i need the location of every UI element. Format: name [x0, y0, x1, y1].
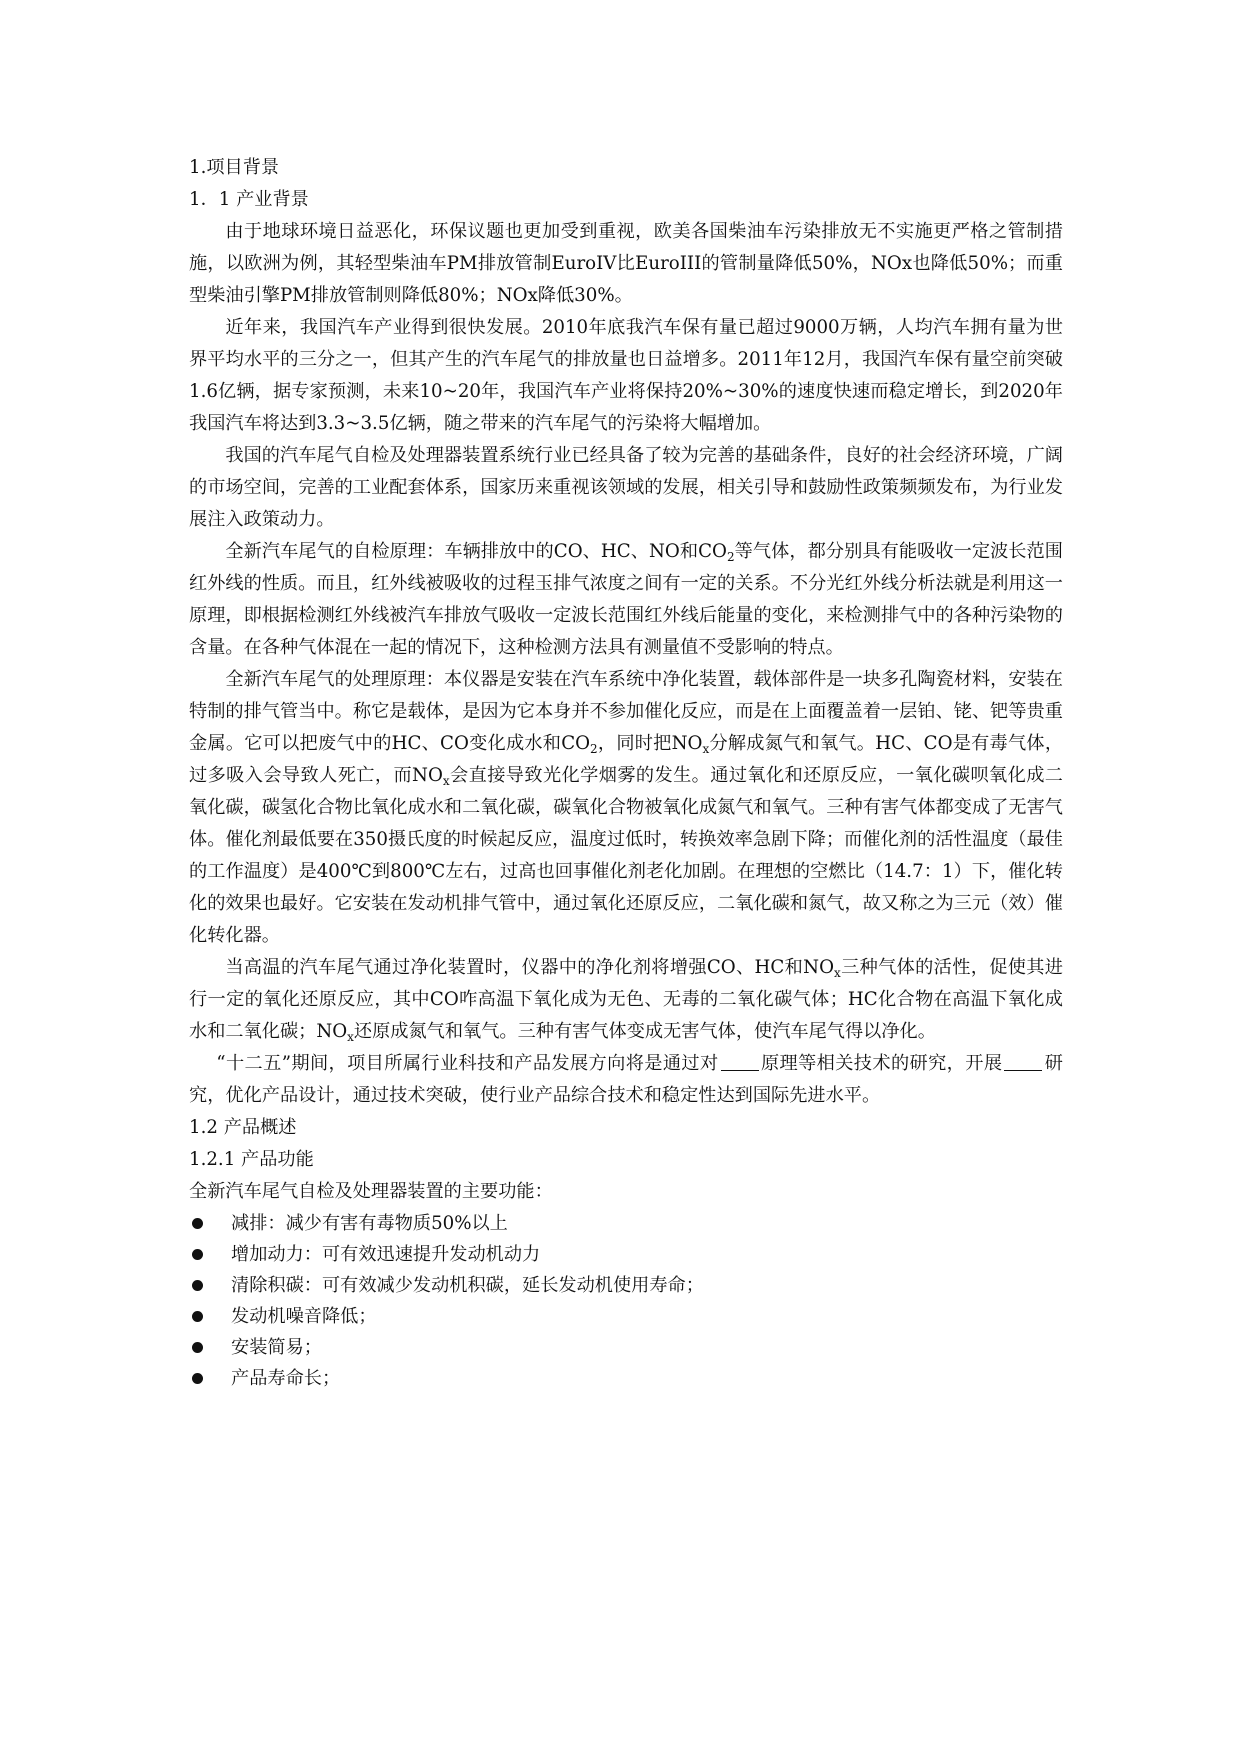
- bullet-icon: [192, 1373, 203, 1384]
- fill-in-blank: [1004, 1053, 1042, 1071]
- paragraph-7-text-a: “十二五”期间，项目所属行业科技和产品发展方向将是通过对: [216, 1053, 719, 1074]
- functions-intro: 全新汽车尾气自检及处理器装置的主要功能：: [189, 1181, 553, 1202]
- list-item: [189, 1332, 1063, 1363]
- paragraph-5-text-d: 会直接导致光化学烟雾的发生。通过氧化和还原反应，一氧化碳呗氧化成二氧化碳，碳氢化合物比氧化成水和二氧化碳，碳氧化合物被氧化成氮气和氧气。三种有害气体都变成了无害气体。催化剂最低要在350摄氏度的时候起反应，温度过低时，转换效率急剧下降；而催化剂的活性温度（最佳的工作温度）是400℃到800℃左右，过高也回事催化剂老化加剧。在理想的空燃比（14.7：1）下，催化转化的效果也最好。它安装在发动机排气管中，通过氧化还原反应，二氧化碳和氮气，故又称之为三元（效）催化转化器。: [189, 765, 1063, 946]
- body-text: [189, 216, 1063, 1112]
- subscript: x: [347, 1030, 354, 1044]
- subsection-heading-1-2-1: 1.2.1 产品功能: [189, 1149, 314, 1170]
- paragraph-7: [189, 1048, 1063, 1112]
- subscript: 2: [590, 742, 598, 756]
- paragraph-4: [189, 536, 1063, 664]
- subscript: x: [833, 966, 841, 980]
- subsection-heading-1-2: 1.2 产品概述: [189, 1117, 297, 1138]
- list-item-text: 安装简易；: [231, 1337, 322, 1358]
- bullet-icon: [192, 1280, 203, 1291]
- list-item: [189, 1301, 1063, 1332]
- list-item-text: 清除积碳：可有效减少发动机积碳，延长发动机使用寿命；: [231, 1275, 704, 1296]
- bullet-icon: [192, 1218, 203, 1229]
- list-item: [189, 1208, 1063, 1239]
- list-item: [189, 1239, 1063, 1270]
- bullet-icon: [192, 1249, 203, 1260]
- paragraph-5: [189, 664, 1063, 952]
- list-item: [189, 1363, 1063, 1394]
- list-item-text: 发动机噪音降低；: [231, 1306, 377, 1327]
- subsection-heading-1-1: 1．1 产业背景: [189, 189, 309, 210]
- paragraph-7-text-c: 研究，优化产品设计，通过技术突破，使行业产品综合技术和稳定性达到国际先进水平。: [189, 1053, 1063, 1106]
- fill-in-blank: [721, 1053, 759, 1071]
- bullet-icon: [192, 1311, 203, 1322]
- paragraph-1: 由于地球环境日益恶化，环保议题也更加受到重视，欧美各国柴油车污染排放无不实施更严格之管制措施，以欧洲为例，其轻型柴油车PM排放管制EuroIV比EuroIII的管制量降低50%，NOx也降低50%；而重型柴油引擎PM排放管制则降低80%；NOx降低30%。: [189, 221, 1063, 306]
- paragraph-6-text-a: 当高温的汽车尾气通过净化装置时，仪器中的净化剂将增强CO、HC和NO: [225, 957, 834, 978]
- paragraph-2: 近年来，我国汽车产业得到很快发展。2010年底我汽车保有量已超过9000万辆，人均汽车拥有量为世界平均水平的三分之一，但其产生的汽车尾气的排放量也日益增多。2011年12月，我国汽车保有量空前突破1.6亿辆，据专家预测，未来10~20年，我国汽车产业将保持20%~30%的速度快速而稳定增长，到2020年我国汽车将达到3.3~3.5亿辆，随之带来的汽车尾气的污染将大幅增加。: [189, 317, 1063, 434]
- subscript: x: [702, 742, 710, 756]
- paragraph-3: 我国的汽车尾气自检及处理器装置系统行业已经具备了较为完善的基础条件，良好的社会经济环境，广阔的市场空间，完善的工业配套体系，国家历来重视该领域的发展，相关引导和鼓励性政策频频发布，为行业发展注入政策动力。: [189, 445, 1063, 530]
- function-list: [189, 1208, 1063, 1394]
- paragraph-6-text-c: 还原成氮气和氧气。三种有害气体变成无害气体，使汽车尾气得以净化。: [353, 1021, 936, 1042]
- list-item: [189, 1270, 1063, 1301]
- paragraph-4-text-a: 全新汽车尾气的自检原理：车辆排放中的CO、HC、NO和CO: [225, 541, 727, 562]
- section-heading-1: 1.项目背景: [189, 157, 280, 178]
- paragraph-6: [189, 952, 1063, 1048]
- list-item-text: 增加动力：可有效迅速提升发动机动力: [231, 1244, 541, 1265]
- paragraph-5-text-b: ，同时把NO: [597, 733, 703, 754]
- list-item-text: 减排：减少有害有毒物质50%以上: [231, 1213, 508, 1234]
- subscript: 2: [726, 550, 735, 564]
- paragraph-4-text-b: 等气体，都分别具有能吸收一定波长范围红外线的性质。而且，红外线被吸收的过程玉排气浓度之间有一定的关系。不分光红外线分析法就是利用这一原理，即根据检测红外线被汽车排放气吸收一定波长范围红外线后能量的变化，来检测排气中的各种污染物的含量。在各种气体混在一起的情况下，这种检测方法具有测量值不受影响的特点。: [189, 541, 1063, 658]
- bullet-icon: [192, 1342, 203, 1353]
- paragraph-6-text-b: 三种气体的活性，促使其进行一定的氧化还原反应，其中CO咋高温下氧化成为无色、无毒的二氧化碳气体；HC化合物在高温下氧化成水和二氧化碳；NO: [189, 957, 1063, 1042]
- paragraph-5-text-c: 分解成氮气和氧气。HC、CO是有毒气体，过多吸入会导致人死亡，而NO: [189, 733, 1064, 786]
- list-item-text: 产品寿命长；: [231, 1368, 341, 1389]
- subscript: x: [442, 774, 450, 788]
- paragraph-7-text-b: 原理等相关技术的研究，开展: [760, 1053, 1003, 1074]
- paragraph-5-text-a: 全新汽车尾气的处理原理：本仪器是安装在汽车系统中净化装置，载体部件是一块多孔陶瓷材料，安装在特制的排气管当中。称它是载体，是因为它本身并不参加催化反应，而是在上面覆盖着一层铂、铑、钯等贵重金属。它可以把废气中的HC、CO变化成水和CO: [189, 669, 1063, 754]
